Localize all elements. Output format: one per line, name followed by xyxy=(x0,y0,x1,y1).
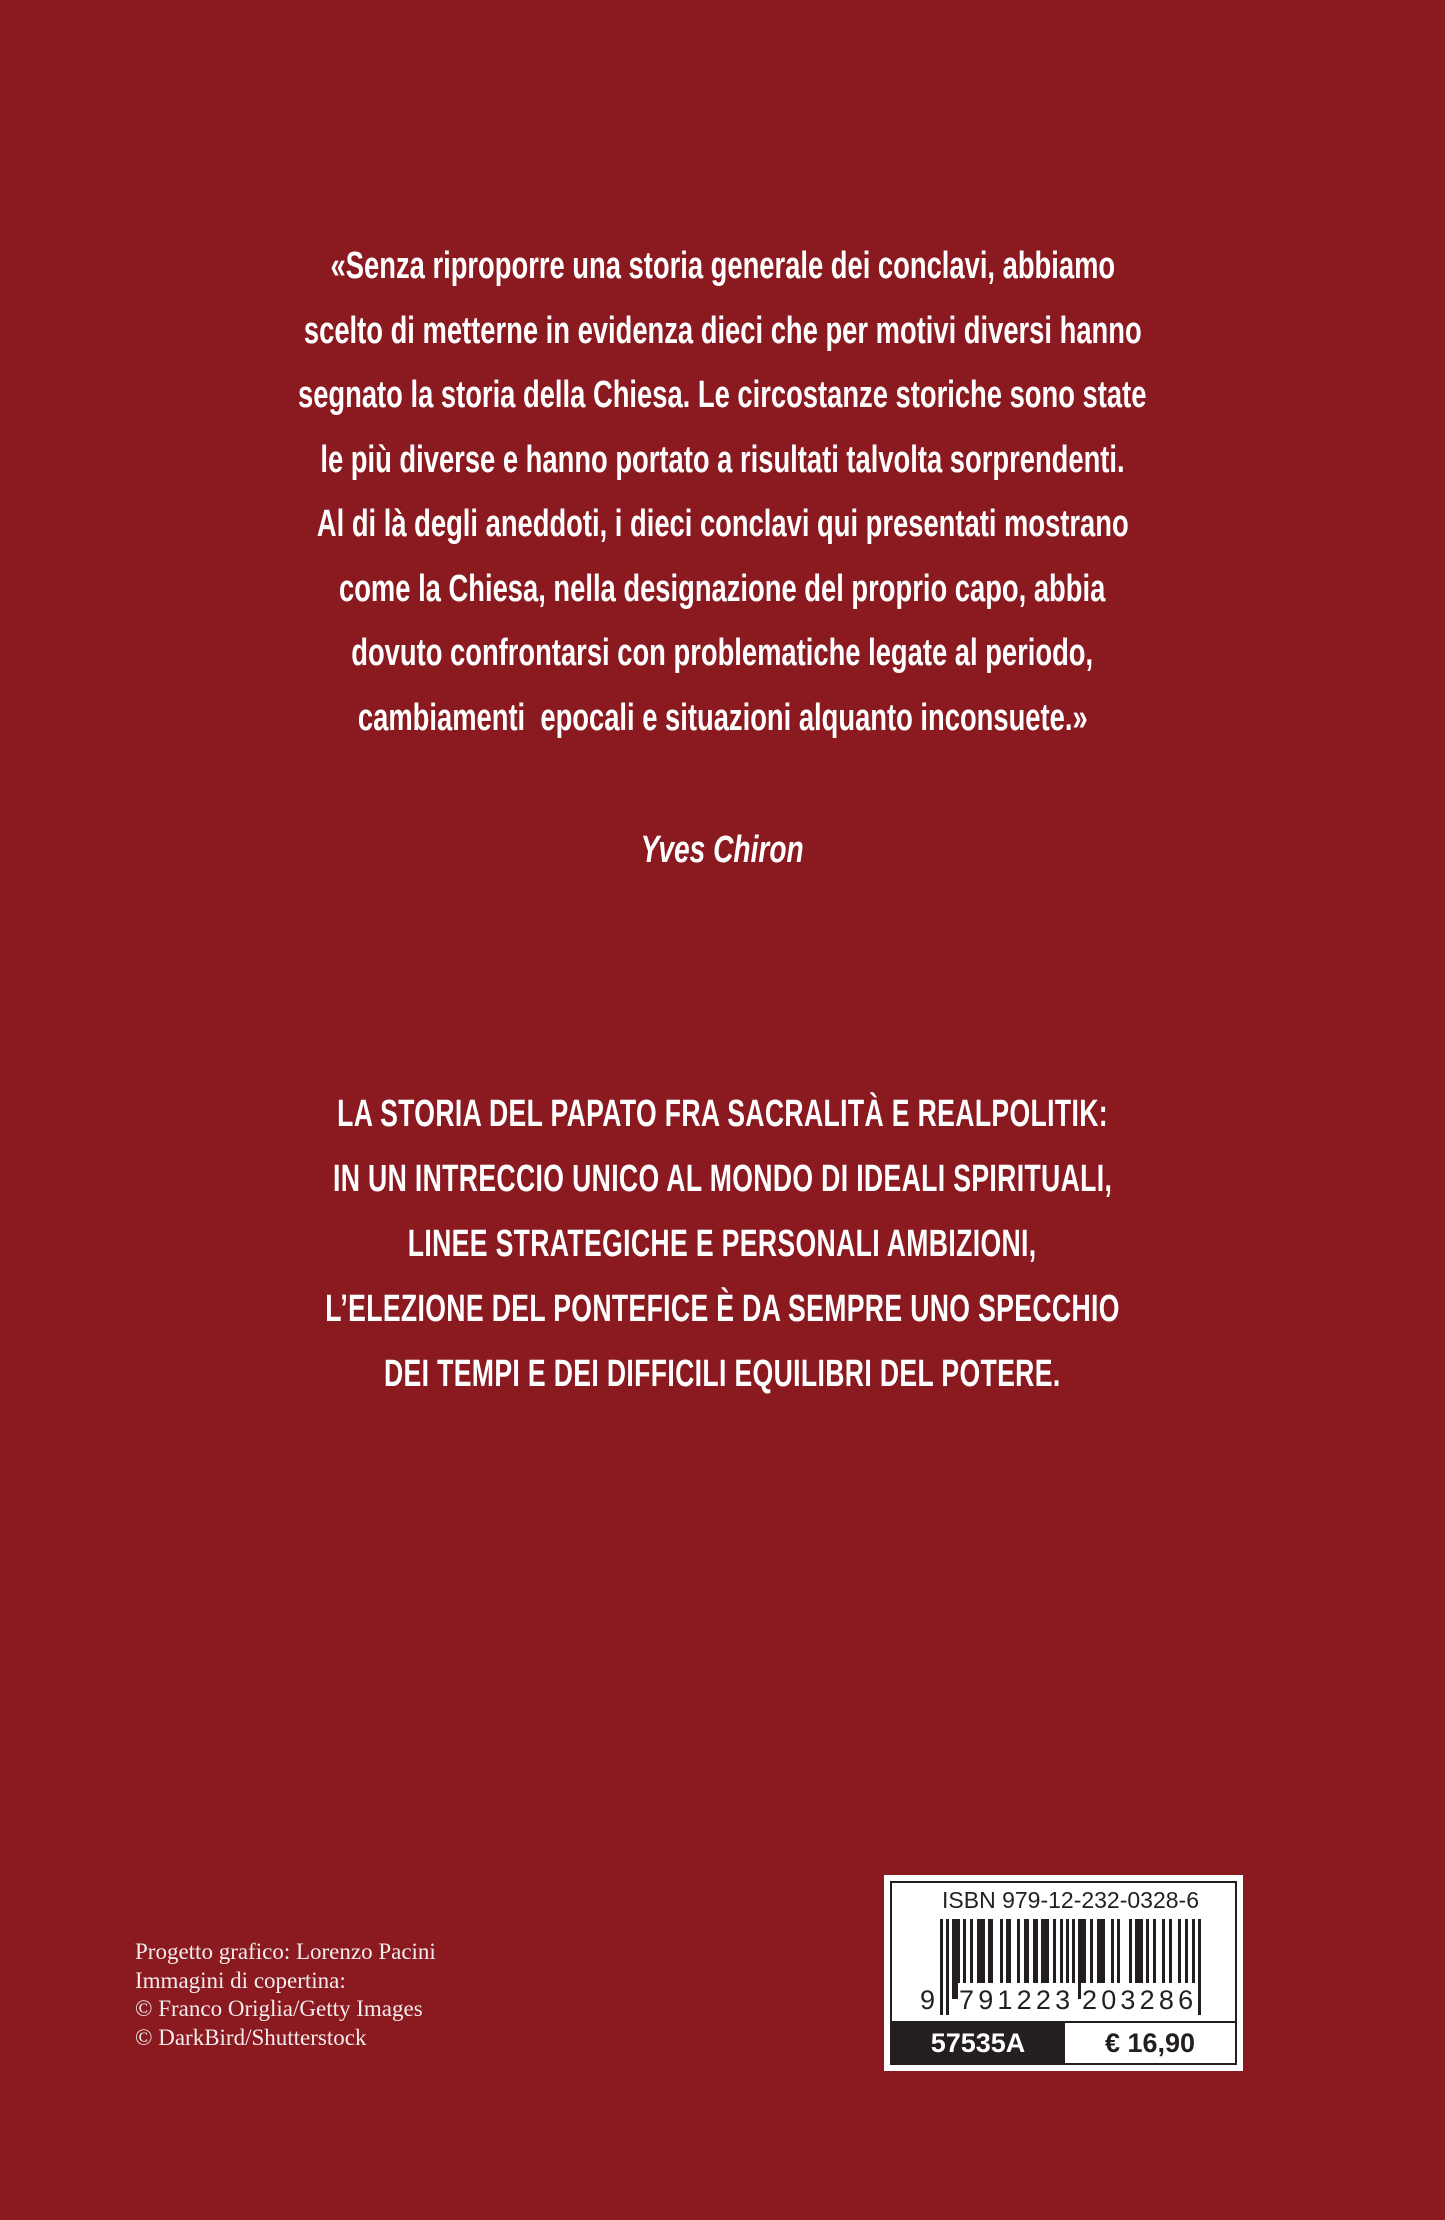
quote-line xyxy=(0,438,1445,503)
blurb-block xyxy=(0,1092,1445,1417)
price: € 16,90 xyxy=(1064,2023,1235,2063)
blurb-line-text: LINEE STRATEGICHE E PERSONALI AMBIZIONI, xyxy=(408,1223,1037,1265)
quote-line xyxy=(0,696,1445,761)
quote-line xyxy=(0,244,1445,309)
quote-line-text: «Senza riproporre una storia generale dei conclavi, abbiamo xyxy=(330,245,1115,287)
ean-left-group: 791223 xyxy=(959,1985,1075,2015)
quote-block xyxy=(0,244,1445,760)
barcode-label-frame xyxy=(890,1881,1237,2065)
blurb-line xyxy=(0,1222,1445,1287)
quote-author-text: Yves Chiron xyxy=(640,829,805,871)
quote-line-text: le più diverse e hanno portato a risultati talvolta sorprendenti. xyxy=(320,438,1125,481)
blurb-line-text: LA STORIA DEL PAPATO FRA SACRALITÀ E REALPOLITIK: xyxy=(337,1093,1108,1135)
barcode-label xyxy=(884,1875,1243,2071)
quote-line-text: dovuto confrontarsi con problematiche legate al periodo, xyxy=(351,632,1094,674)
blurb-line xyxy=(0,1157,1445,1222)
product-code: 57535A xyxy=(892,2023,1064,2063)
quote-line-text: scelto di metterne in evidenza dieci che per motivi diversi hanno xyxy=(303,309,1142,352)
blurb-line-text: IN UN INTRECCIO UNICO AL MONDO DI IDEALI SPIRITUALI, xyxy=(332,1158,1113,1200)
blurb-line-text: L’ELEZIONE DEL PONTEFICE È DA SEMPRE UNO SPECCHIO xyxy=(325,1288,1120,1330)
blurb-line xyxy=(0,1092,1445,1157)
label-bottom-strip xyxy=(892,2021,1235,2063)
quote-line xyxy=(0,309,1445,374)
credit-design: Progetto grafico: Lorenzo Pacini xyxy=(135,1939,436,1964)
quote-line-text: segnato la storia della Chiesa. Le circostanze storiche sono state xyxy=(298,374,1147,416)
credit-image-1: © Franco Origlia/Getty Images xyxy=(135,1996,423,2021)
ean-digits xyxy=(892,1983,1235,2019)
quote-line-text: Al di là degli aneddoti, i dieci conclavi qui presentati mostrano xyxy=(316,503,1129,545)
quote-line-text: come la Chiesa, nella designazione del proprio capo, abbia xyxy=(339,567,1106,610)
quote-line xyxy=(0,373,1445,438)
quote-line xyxy=(0,502,1445,567)
blurb-line xyxy=(0,1287,1445,1352)
quote-line xyxy=(0,567,1445,632)
credits-block xyxy=(135,1938,436,2052)
ean-right-group: 203286 xyxy=(1082,1985,1198,2015)
quote-author xyxy=(0,828,1445,872)
isbn-number: ISBN 979-12-232-0328-6 xyxy=(942,1887,1199,1913)
credit-images-heading: Immagini di copertina: xyxy=(135,1967,346,1993)
credit-image-2: © DarkBird/Shutterstock xyxy=(135,2024,367,2050)
blurb-line-text: DEI TEMPI E DEI DIFFICILI EQUILIBRI DEL POTERE. xyxy=(384,1353,1061,1395)
quote-line xyxy=(0,631,1445,696)
ean-first-digit: 9 xyxy=(920,1985,936,2015)
blurb-line xyxy=(0,1352,1445,1417)
quote-line-text: cambiamenti epocali e situazioni alquanto inconsuete.» xyxy=(357,696,1088,739)
